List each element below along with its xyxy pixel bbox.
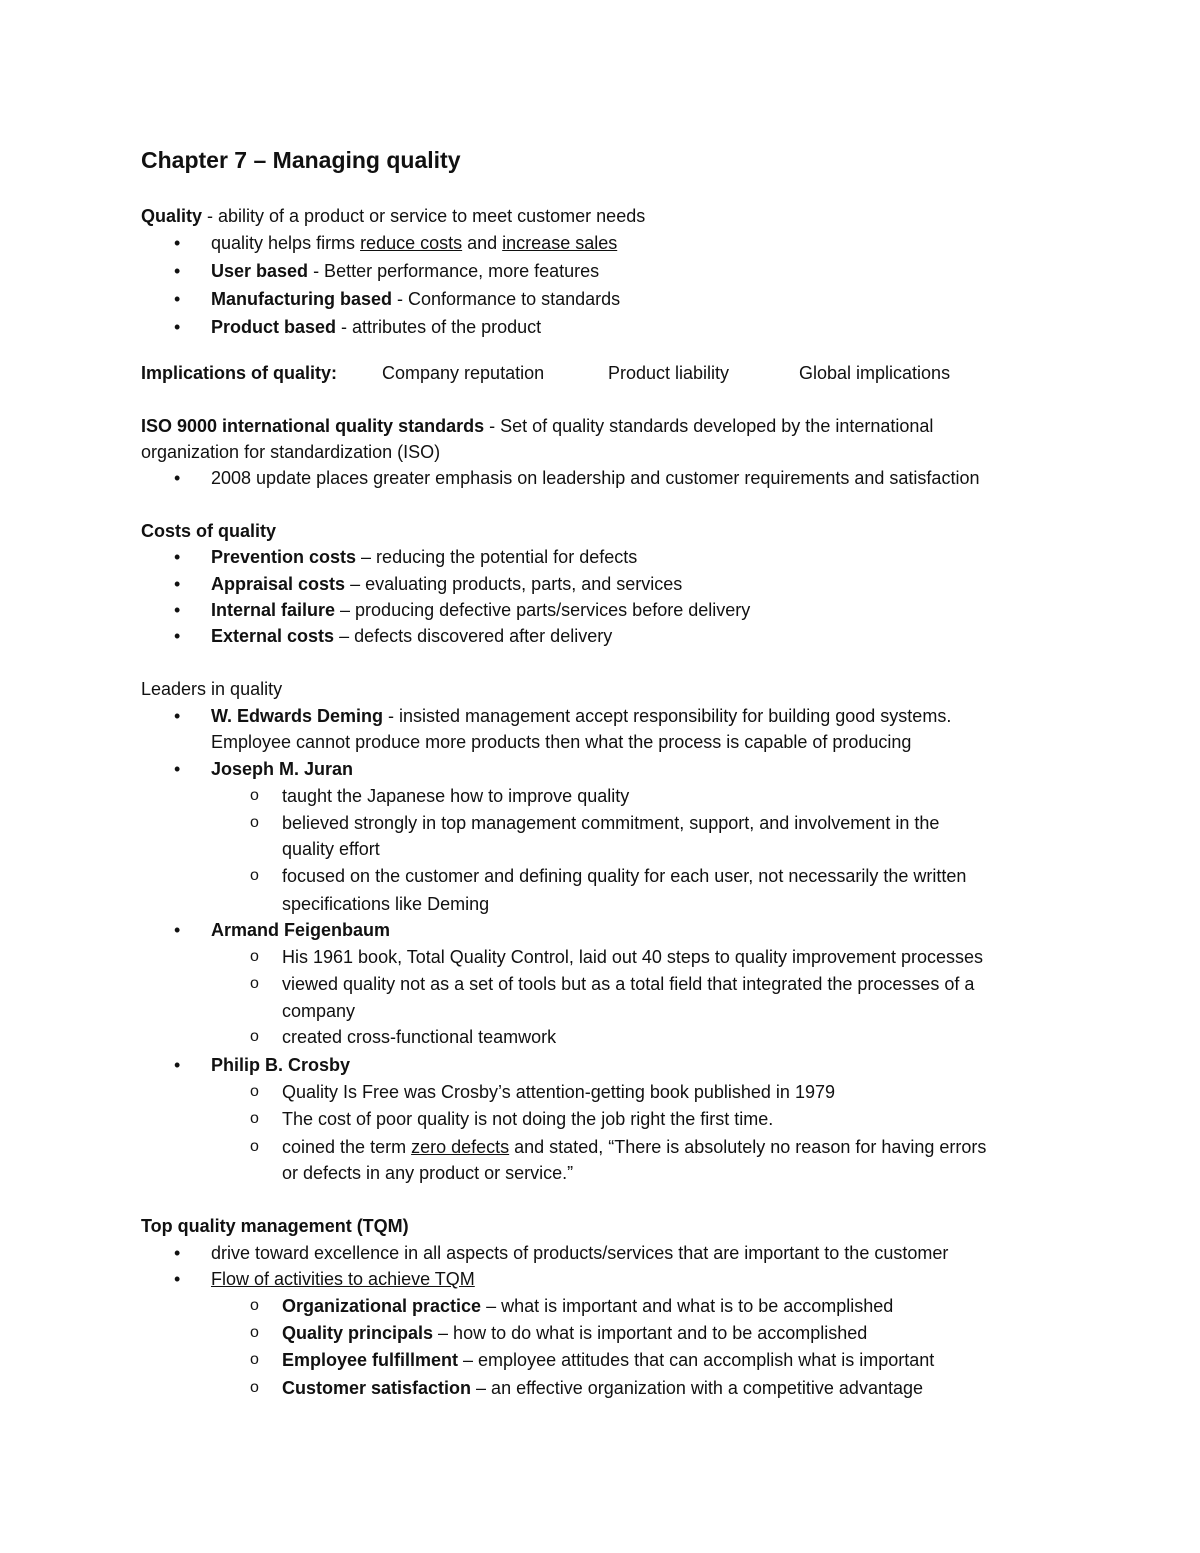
sub-list-item: The cost of poor quality is not doing the job right the first time. bbox=[282, 1109, 774, 1129]
bullet-icon: • bbox=[174, 233, 181, 253]
bullet-icon: • bbox=[174, 547, 181, 567]
list-item: User based - Better performance, more features bbox=[211, 261, 600, 281]
bullet-icon: • bbox=[174, 920, 181, 940]
section-heading: Costs of quality bbox=[141, 521, 277, 541]
circle-bullet-icon: o bbox=[250, 1110, 259, 1127]
circle-bullet-icon: o bbox=[250, 975, 259, 992]
list-item: drive toward excellence in all aspects of products/services that are important to the customer bbox=[211, 1243, 949, 1263]
bullet-icon: • bbox=[174, 574, 181, 594]
sub-list-item: viewed quality not as a set of tools but as a total field that integrated the processes of a bbox=[282, 974, 975, 994]
list-item: quality helps firms reduce costs and increase sales bbox=[211, 233, 618, 253]
bullet-icon: • bbox=[174, 600, 181, 620]
list-item: 2008 update places greater emphasis on leadership and customer requirements and satisfaction bbox=[211, 468, 980, 488]
sub-list-item: Employee fulfillment – employee attitudes that can accomplish what is important bbox=[282, 1350, 935, 1370]
bullet-icon: • bbox=[174, 1055, 181, 1075]
quality-definition: Quality - ability of a product or service to meet customer needs bbox=[141, 206, 646, 226]
circle-bullet-icon: o bbox=[250, 1028, 259, 1045]
sub-list-item: Organizational practice – what is important and what is to be accomplished bbox=[282, 1296, 894, 1316]
list-item: W. Edwards Deming - insisted management accept responsibility for building good systems. bbox=[211, 706, 952, 726]
sub-list-item: created cross-functional teamwork bbox=[282, 1027, 557, 1047]
circle-bullet-icon: o bbox=[250, 1138, 259, 1155]
circle-bullet-icon: o bbox=[250, 1351, 259, 1368]
bullet-icon: • bbox=[174, 317, 181, 337]
circle-bullet-icon: o bbox=[250, 867, 259, 884]
implication-item: Global implications bbox=[799, 363, 951, 383]
sub-list-item-continuation: quality effort bbox=[282, 839, 380, 859]
sub-list-item: Customer satisfaction – an effective organization with a competitive advantage bbox=[282, 1378, 923, 1398]
bullet-icon: • bbox=[174, 261, 181, 281]
bullet-icon: • bbox=[174, 759, 181, 779]
sub-list-item: believed strongly in top management commitment, support, and involvement in the bbox=[282, 813, 940, 833]
list-item: Prevention costs – reducing the potential for defects bbox=[211, 547, 638, 567]
circle-bullet-icon: o bbox=[250, 1379, 259, 1396]
bullet-icon: • bbox=[174, 289, 181, 309]
list-item: Internal failure – producing defective parts/services before delivery bbox=[211, 600, 751, 620]
quality-term: Quality bbox=[141, 206, 203, 226]
implications-label: Implications of quality: bbox=[141, 363, 338, 383]
list-item: Appraisal costs – evaluating products, parts, and services bbox=[211, 574, 683, 594]
sub-list-item-continuation: company bbox=[282, 1001, 356, 1021]
bullet-icon: • bbox=[174, 626, 181, 646]
list-item: External costs – defects discovered after delivery bbox=[211, 626, 613, 646]
implication-item: Company reputation bbox=[382, 363, 545, 383]
circle-bullet-icon: o bbox=[250, 814, 259, 831]
list-item: Joseph M. Juran bbox=[211, 759, 354, 779]
sub-list-item: Quality Is Free was Crosby’s attention-getting book published in 1979 bbox=[282, 1082, 835, 1102]
sub-list-item: taught the Japanese how to improve quality bbox=[282, 786, 630, 806]
bullet-icon: • bbox=[174, 1243, 181, 1263]
sub-list-item-continuation: or defects in any product or service.” bbox=[282, 1163, 574, 1183]
circle-bullet-icon: o bbox=[250, 1324, 259, 1341]
bullet-icon: • bbox=[174, 1269, 181, 1289]
circle-bullet-icon: o bbox=[250, 948, 259, 965]
list-item: Product based - attributes of the product bbox=[211, 317, 542, 337]
sub-list-item: focused on the customer and defining quality for each user, not necessarily the written bbox=[282, 866, 967, 886]
sub-list-item: Quality principals – how to do what is important and to be accomplished bbox=[282, 1323, 868, 1343]
circle-bullet-icon: o bbox=[250, 1297, 259, 1314]
circle-bullet-icon: o bbox=[250, 1083, 259, 1100]
list-item: Armand Feigenbaum bbox=[211, 920, 391, 940]
circle-bullet-icon: o bbox=[250, 787, 259, 804]
iso-definition: ISO 9000 international quality standards - Set of quality standards developed by the international bbox=[141, 416, 934, 436]
list-item: Flow of activities to achieve TQM bbox=[211, 1269, 475, 1289]
sub-list-item: His 1961 book, Total Quality Control, laid out 40 steps to quality improvement processes bbox=[282, 947, 984, 967]
sub-list-item-continuation: specifications like Deming bbox=[282, 894, 490, 914]
iso-definition-line2: organization for standardization (ISO) bbox=[141, 442, 441, 462]
bullet-icon: • bbox=[174, 706, 181, 726]
section-heading: Leaders in quality bbox=[141, 679, 283, 699]
section-heading: Top quality management (TQM) bbox=[141, 1216, 409, 1236]
bullet-icon: • bbox=[174, 468, 181, 488]
list-item: Philip B. Crosby bbox=[211, 1055, 351, 1075]
page-title: Chapter 7 – Managing quality bbox=[141, 147, 461, 173]
sub-list-item: coined the term zero defects and stated, “There is absolutely no reason for having errors bbox=[282, 1137, 987, 1157]
implication-item: Product liability bbox=[608, 363, 730, 383]
list-item-continuation: Employee cannot produce more products then what the process is capable of producing bbox=[211, 732, 912, 752]
list-item: Manufacturing based - Conformance to standards bbox=[211, 289, 621, 309]
